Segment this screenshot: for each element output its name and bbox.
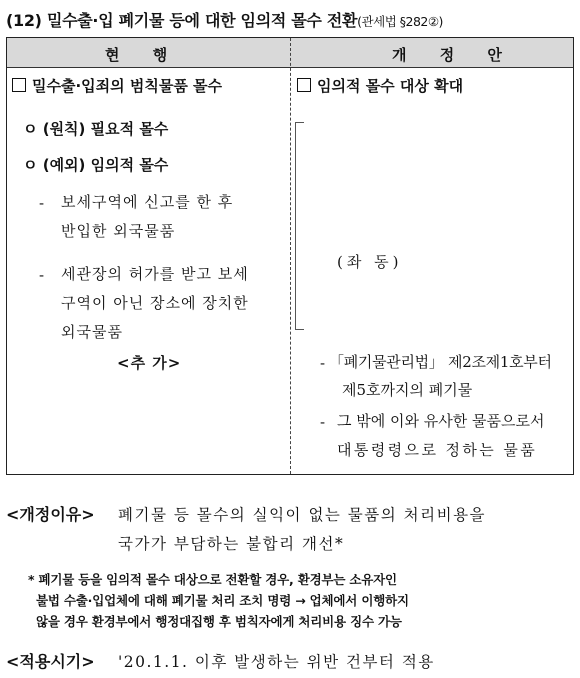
header-amended: 개 정 안 (392, 46, 516, 64)
left-added-placeholder: <추 가> (117, 354, 182, 372)
right-heading (297, 72, 463, 100)
title-main: (12) 밀수출·입 폐기물 등에 대한 임의적 몰수 전환 (6, 11, 358, 30)
left-heading (12, 72, 222, 100)
apply-label: <적용시기> (6, 652, 95, 671)
reason-line2: 국가가 부담하는 불합리 개선* (118, 535, 345, 553)
note-line3: 않을 경우 환경부에서 행정대집행 후 범칙자에게 처리비용 징수 가능 (36, 614, 402, 629)
left-principle-item: ㅇ (원칙) 필요적 몰수 (23, 120, 169, 138)
note-line2: 불법 수출·입업체에 대해 폐기물 처리 조치 명령 → 업체에서 이행하지 (36, 593, 409, 608)
left-sub2-line1: 세관장의 허가를 받고 보세 (61, 265, 249, 283)
reason-line1: 폐기물 등 몰수의 실익이 없는 물품의 처리비용을 (118, 506, 487, 524)
right-add1-line1: 「폐기물관리법」 제2조제1호부터 (329, 353, 552, 371)
checkbox-square-icon (297, 78, 311, 92)
reason-label: <개정이유> (6, 505, 95, 524)
dash-marker: - (39, 194, 45, 212)
right-add1-line2: 제5호까지의 폐기물 (342, 381, 473, 399)
bracket-mark (295, 122, 304, 330)
right-same-as-left: (좌 동) (337, 253, 403, 271)
page-title (6, 8, 443, 31)
left-sub2-line2: 구역이 아닌 장소에 장치한 (61, 294, 249, 312)
left-sub1-line1: 보세구역에 신고를 한 후 (61, 193, 234, 211)
left-heading-text: 밀수출·입죄의 범칙물품 몰수 (32, 77, 223, 95)
left-sub1-line2: 반입한 외국물품 (61, 222, 176, 240)
apply-text: '20.1.1. 이후 발생하는 위반 건부터 적용 (118, 653, 435, 671)
left-sub2-line3: 외국물품 (61, 323, 123, 341)
right-add2-line2: 대통령령으로 정하는 물품 (337, 441, 538, 459)
dash-marker: - (320, 354, 326, 372)
dash-marker: - (320, 413, 326, 431)
note-line1: * 폐기물 등을 임의적 몰수 대상으로 전환할 경우, 환경부는 소유자인 (28, 572, 397, 587)
title-law-reference: (관세법 §282②) (357, 14, 443, 29)
right-heading-text: 임의적 몰수 대상 확대 (317, 77, 464, 95)
dash-marker: - (39, 266, 45, 284)
left-exception-item: ㅇ (예외) 임의적 몰수 (23, 156, 169, 174)
header-current: 현 행 (105, 46, 182, 64)
column-divider (290, 38, 291, 474)
checkbox-square-icon (12, 78, 26, 92)
right-add2-line1: 그 밖에 이와 유사한 물품으로서 (337, 412, 545, 430)
comparison-table (6, 37, 574, 475)
